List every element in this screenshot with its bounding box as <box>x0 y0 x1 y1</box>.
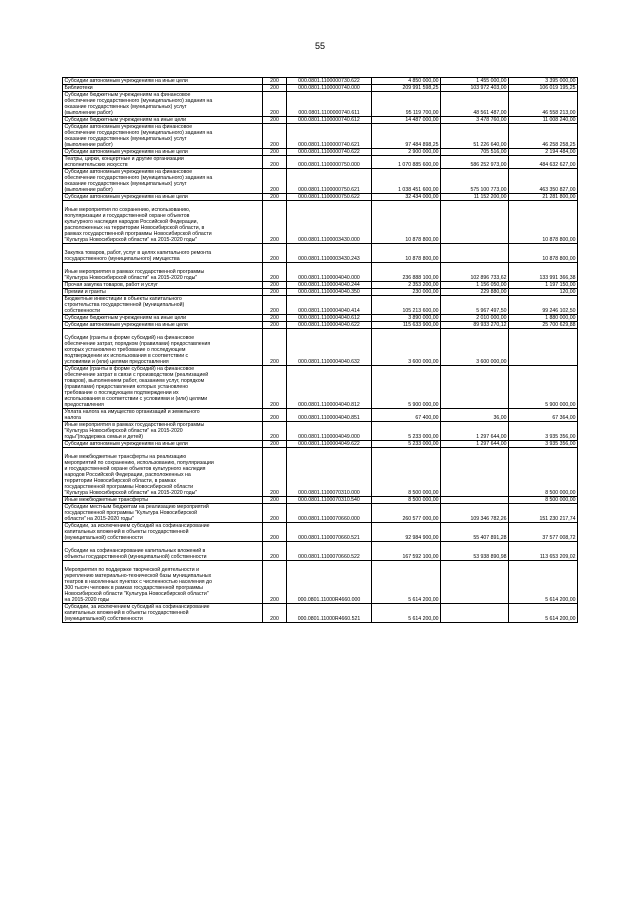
row-name-cell: Субсидии автономным учреждениям на финансовое обеспечение государственного (муниципального) задания на оказание государственных (муниципальных) услуг (выполнение работ) <box>63 124 263 149</box>
row-executed-amount-cell: 103 972 403,00 <box>441 85 509 92</box>
row-executed-amount-cell: 55 407 891,28 <box>441 523 509 542</box>
row-approved-amount-cell: 209 991 598,25 <box>372 85 441 92</box>
row-department-code-cell: 200 <box>263 78 287 85</box>
table-row <box>63 149 578 156</box>
row-remaining-amount-cell: 21 281 800,00 <box>509 194 578 201</box>
row-approved-amount-cell: 67 400,00 <box>372 409 441 422</box>
row-remaining-amount-cell: 10 878 800,00 <box>509 201 578 244</box>
row-remaining-amount-cell: 8 500 000,00 <box>509 497 578 504</box>
row-department-code-cell: 200 <box>263 124 287 149</box>
row-approved-amount-cell: 105 213 600,00 <box>372 296 441 315</box>
row-department-code-cell: 200 <box>263 497 287 504</box>
table-row <box>63 194 578 201</box>
row-classification-code-cell: 000.0801.1100004040.414 <box>287 296 372 315</box>
row-approved-amount-cell: 2 900 000,00 <box>372 149 441 156</box>
row-name-cell: Бюджетные инвестиции в объекты капитального строительства государственной (муниципальной) собственности <box>63 296 263 315</box>
row-name-cell: Субсидии автономным учреждениям на иные цели <box>63 149 263 156</box>
row-classification-code-cell: 000.0801.11000R4660.000 <box>287 561 372 604</box>
row-name-cell: Мероприятия по поддержке творческой деятельности и укреплению материально-технической базы муниципальных театров в населенных пунктах с численностью населения до 300 тысяч человек в рамках государственной программы Новосибирской области "Культура Новосибирской области" на 2015-2020 годы <box>63 561 263 604</box>
table-row <box>63 244 578 263</box>
row-department-code-cell: 200 <box>263 542 287 561</box>
row-department-code-cell: 200 <box>263 604 287 623</box>
row-name-cell: Субсидии местным бюджетам на реализацию мероприятий государственной программы "Культура Новосибирской области" на 2015-2020 годы" <box>63 504 263 523</box>
row-executed-amount-cell <box>441 497 509 504</box>
row-executed-amount-cell <box>441 201 509 244</box>
row-remaining-amount-cell: 3 935 356,00 <box>509 441 578 448</box>
row-department-code-cell: 200 <box>263 289 287 296</box>
row-executed-amount-cell <box>441 561 509 604</box>
row-remaining-amount-cell: 463 350 827,00 <box>509 169 578 194</box>
row-approved-amount-cell: 236 888 100,00 <box>372 263 441 282</box>
row-department-code-cell: 200 <box>263 504 287 523</box>
row-classification-code-cell: 000.0801.1100000740.611 <box>287 92 372 117</box>
row-classification-code-cell: 000.0801.1100000750.622 <box>287 194 372 201</box>
row-classification-code-cell: 000.0801.1100004049.000 <box>287 422 372 441</box>
row-name-cell: Закупка товаров, работ, услуг в целях капитального ремонта государственного (муниципального) имущества <box>63 244 263 263</box>
row-classification-code-cell: 000.0801.1100003430.243 <box>287 244 372 263</box>
page-number: 55 <box>314 41 325 51</box>
row-department-code-cell: 200 <box>263 117 287 124</box>
row-department-code-cell: 200 <box>263 409 287 422</box>
row-executed-amount-cell: 3 478 760,00 <box>441 117 509 124</box>
row-approved-amount-cell: 4 850 000,00 <box>372 78 441 85</box>
row-department-code-cell: 200 <box>263 92 287 117</box>
row-classification-code-cell: 000.0801.1100070660.000 <box>287 504 372 523</box>
table-row <box>63 169 578 194</box>
row-approved-amount-cell: 5 614 200,00 <box>372 604 441 623</box>
row-classification-code-cell: 000.0801.1100004040.622 <box>287 322 372 329</box>
row-remaining-amount-cell: 5 900 000,00 <box>509 366 578 409</box>
row-remaining-amount-cell: 8 500 000,00 <box>509 448 578 497</box>
row-executed-amount-cell: 3 600 000,00 <box>441 329 509 366</box>
row-classification-code-cell: 000.0801.1100070310.540 <box>287 497 372 504</box>
row-name-cell: Субсидии бюджетным учреждениям на иные цели <box>63 315 263 322</box>
row-department-code-cell: 200 <box>263 422 287 441</box>
row-executed-amount-cell: 53 938 890,98 <box>441 542 509 561</box>
row-name-cell: Субсидии автономным учреждениям на иные цели <box>63 322 263 329</box>
row-executed-amount-cell: 1 297 644,00 <box>441 422 509 441</box>
row-classification-code-cell: 000.0801.1100004040.812 <box>287 366 372 409</box>
row-department-code-cell: 200 <box>263 523 287 542</box>
table-row <box>63 366 578 409</box>
table-row <box>63 289 578 296</box>
row-name-cell: Субсидии автономным учреждениям на иные цели <box>63 441 263 448</box>
table-row <box>63 124 578 149</box>
row-classification-code-cell: 000.0801.1100004040.632 <box>287 329 372 366</box>
row-classification-code-cell: 000.0801.1100000740.621 <box>287 124 372 149</box>
row-department-code-cell: 200 <box>263 322 287 329</box>
row-remaining-amount-cell: 3 395 000,00 <box>509 78 578 85</box>
row-classification-code-cell: 000.0801.1100000740.612 <box>287 117 372 124</box>
row-approved-amount-cell: 230 000,00 <box>372 289 441 296</box>
row-remaining-amount-cell: 1 880 000,00 <box>509 315 578 322</box>
row-executed-amount-cell: 48 561 487,00 <box>441 92 509 117</box>
row-approved-amount-cell: 5 233 000,00 <box>372 441 441 448</box>
row-name-cell: Театры, цирки, концертные и другие организации исполнительских искусств <box>63 156 263 169</box>
row-name-cell: Субсидии автономным учреждениям на иные цели <box>63 78 263 85</box>
row-remaining-amount-cell: 106 019 195,25 <box>509 85 578 92</box>
row-name-cell: Библиотеки <box>63 85 263 92</box>
row-executed-amount-cell: 1 156 050,00 <box>441 282 509 289</box>
row-classification-code-cell: 000.0801.1100070660.522 <box>287 542 372 561</box>
row-remaining-amount-cell: 133 991 366,38 <box>509 263 578 282</box>
table-row <box>63 497 578 504</box>
row-department-code-cell: 200 <box>263 149 287 156</box>
row-department-code-cell: 200 <box>263 366 287 409</box>
row-name-cell: Уплата налога на имущество организаций и земельного налога <box>63 409 263 422</box>
row-name-cell: Субсидии автономным учреждениям на финансовое обеспечение государственного (муниципального) задания на оказание государственных (муниципальных) услуг (выполнение работ) <box>63 169 263 194</box>
row-executed-amount-cell: 229 880,00 <box>441 289 509 296</box>
budget-table <box>62 77 578 623</box>
row-remaining-amount-cell: 3 935 356,00 <box>509 422 578 441</box>
row-remaining-amount-cell: 5 614 200,00 <box>509 604 578 623</box>
row-department-code-cell: 200 <box>263 448 287 497</box>
row-name-cell: Иные межбюджетные трансферты <box>63 497 263 504</box>
table-row <box>63 92 578 117</box>
row-department-code-cell: 200 <box>263 201 287 244</box>
row-name-cell: Иные межбюджетные трансферты на реализацию мероприятий по сохранению, использованию, популяризации и государственной охране объектов культурного наследия народов Российской Федерации, расположенных на территории Новосибирской области, в рамках государственной программы Новосибирской области "Культура Новосибирской области" на 2015-2020 годы" <box>63 448 263 497</box>
row-approved-amount-cell: 8 500 000,00 <box>372 448 441 497</box>
row-approved-amount-cell: 8 500 000,00 <box>372 497 441 504</box>
row-remaining-amount-cell: 37 577 008,72 <box>509 523 578 542</box>
table-row <box>63 263 578 282</box>
row-executed-amount-cell <box>441 244 509 263</box>
row-approved-amount-cell: 5 233 000,00 <box>372 422 441 441</box>
row-classification-code-cell: 000.0801.1100004040.612 <box>287 315 372 322</box>
row-classification-code-cell: 000.0801.11000R4660.521 <box>287 604 372 623</box>
table-row <box>63 561 578 604</box>
table-row <box>63 201 578 244</box>
row-approved-amount-cell: 260 577 000,00 <box>372 504 441 523</box>
row-classification-code-cell: 000.0801.1100000750.621 <box>287 169 372 194</box>
row-classification-code-cell: 000.0801.1100003430.000 <box>287 201 372 244</box>
row-classification-code-cell: 000.0801.1100004040.851 <box>287 409 372 422</box>
table-row <box>63 156 578 169</box>
row-department-code-cell: 200 <box>263 244 287 263</box>
row-remaining-amount-cell: 11 008 240,00 <box>509 117 578 124</box>
row-executed-amount-cell: 586 252 973,00 <box>441 156 509 169</box>
row-executed-amount-cell: 51 226 640,00 <box>441 124 509 149</box>
row-approved-amount-cell: 2 353 200,00 <box>372 282 441 289</box>
row-remaining-amount-cell: 113 653 209,02 <box>509 542 578 561</box>
row-approved-amount-cell: 14 487 000,00 <box>372 117 441 124</box>
row-executed-amount-cell: 2 010 000,00 <box>441 315 509 322</box>
row-executed-amount-cell <box>441 604 509 623</box>
row-remaining-amount-cell: 2 194 484,00 <box>509 149 578 156</box>
row-department-code-cell: 200 <box>263 441 287 448</box>
table-row <box>63 422 578 441</box>
row-remaining-amount-cell: 25 700 629,88 <box>509 322 578 329</box>
row-remaining-amount-cell: 46 558 213,00 <box>509 92 578 117</box>
table-row <box>63 315 578 322</box>
row-remaining-amount-cell: 484 632 627,00 <box>509 156 578 169</box>
row-approved-amount-cell: 97 484 898,25 <box>372 124 441 149</box>
row-executed-amount-cell: 5 967 497,50 <box>441 296 509 315</box>
table-row <box>63 85 578 92</box>
row-classification-code-cell: 000.0801.1100004040.000 <box>287 263 372 282</box>
row-executed-amount-cell: 705 516,00 <box>441 149 509 156</box>
row-classification-code-cell: 000.0801.1100070660.521 <box>287 523 372 542</box>
row-approved-amount-cell: 3 600 000,00 <box>372 329 441 366</box>
table-row <box>63 542 578 561</box>
row-approved-amount-cell: 5 900 000,00 <box>372 366 441 409</box>
row-remaining-amount-cell: 67 364,00 <box>509 409 578 422</box>
row-executed-amount-cell: 1 297 644,00 <box>441 441 509 448</box>
row-name-cell: Субсидии бюджетным учреждениям на иные цели <box>63 117 263 124</box>
table-row <box>63 441 578 448</box>
row-department-code-cell: 200 <box>263 315 287 322</box>
table-row <box>63 296 578 315</box>
row-department-code-cell: 200 <box>263 296 287 315</box>
table-row <box>63 523 578 542</box>
row-name-cell: Субсидии (гранты в форме субсидий) на финансовое обеспечение затрат в связи с производством (реализацией товаров), выполнением работ, оказанием услуг, порядком (правилами) предоставления которых установлено требование о последующем подтверждении их использования в соответствии с условиями и (или) целями предоставления <box>63 366 263 409</box>
table-row <box>63 604 578 623</box>
row-name-cell: Премии и гранты <box>63 289 263 296</box>
row-approved-amount-cell: 32 434 000,00 <box>372 194 441 201</box>
row-department-code-cell: 200 <box>263 169 287 194</box>
row-remaining-amount-cell <box>509 329 578 366</box>
row-remaining-amount-cell: 5 614 200,00 <box>509 561 578 604</box>
row-remaining-amount-cell: 120,00 <box>509 289 578 296</box>
row-classification-code-cell: 000.0801.1100000730.622 <box>287 78 372 85</box>
row-approved-amount-cell: 3 890 000,00 <box>372 315 441 322</box>
row-name-cell: Субсидии автономным учреждениям на иные цели <box>63 194 263 201</box>
row-remaining-amount-cell: 10 878 800,00 <box>509 244 578 263</box>
row-name-cell: Прочая закупка товаров, работ и услуг <box>63 282 263 289</box>
row-executed-amount-cell <box>441 448 509 497</box>
row-classification-code-cell: 000.0801.1100000750.000 <box>287 156 372 169</box>
row-remaining-amount-cell: 99 246 102,50 <box>509 296 578 315</box>
row-approved-amount-cell: 5 614 200,00 <box>372 561 441 604</box>
row-classification-code-cell: 000.0801.1100004049.622 <box>287 441 372 448</box>
table-row <box>63 504 578 523</box>
row-approved-amount-cell: 167 592 100,00 <box>372 542 441 561</box>
row-executed-amount-cell: 36,00 <box>441 409 509 422</box>
row-name-cell: Субсидии бюджетным учреждениям на финансовое обеспечение государственного (муниципального) задания на оказание государственных (муниципальных) услуг (выполнение работ) <box>63 92 263 117</box>
row-name-cell: Субсидии, за исключением субсидий на софинансирование капитальных вложений в объекты государственной (муниципальной) собственности <box>63 523 263 542</box>
row-department-code-cell: 200 <box>263 263 287 282</box>
row-remaining-amount-cell: 151 230 217,74 <box>509 504 578 523</box>
table-row <box>63 322 578 329</box>
row-approved-amount-cell: 115 633 900,00 <box>372 322 441 329</box>
row-department-code-cell: 200 <box>263 561 287 604</box>
row-name-cell: Иные мероприятия в рамках государственной программы "Культура Новосибирской области" на 2015-2020 годы" <box>63 263 263 282</box>
row-classification-code-cell: 000.0801.1100000740.000 <box>287 85 372 92</box>
table-row <box>63 282 578 289</box>
table-row <box>63 329 578 366</box>
table-row <box>63 409 578 422</box>
row-name-cell: Иные мероприятия в рамках государственной программы "Культура Новосибирской области" на 2015-2020 годы"(поддержка семьи и детей) <box>63 422 263 441</box>
row-name-cell: Субсидии (гранты в форме субсидий) на финансовое обеспечение затрат, порядком (правилами) предоставления которых установлено требование о последующем подтверждении их использования в соответствии с условиями и (или) целями предоставления <box>63 329 263 366</box>
row-name-cell: Субсидии на софинансирование капитальных вложений в объекты государственной (муниципальной) собственности <box>63 542 263 561</box>
table-row <box>63 78 578 85</box>
row-remaining-amount-cell: 46 258 258,25 <box>509 124 578 149</box>
row-department-code-cell: 200 <box>263 282 287 289</box>
table-row <box>63 448 578 497</box>
row-executed-amount-cell: 1 455 000,00 <box>441 78 509 85</box>
row-approved-amount-cell: 1 070 885 600,00 <box>372 156 441 169</box>
row-name-cell: Иные мероприятия по сохранению, использованию, популяризации и государственной охране объектов культурного наследия народов Российской Федерации, расположенных на территории Новосибирской области, в рамках государственной программы Новосибирской области "Культура Новосибирской области" на 2015-2020 годы" <box>63 201 263 244</box>
row-approved-amount-cell: 10 878 800,00 <box>372 201 441 244</box>
table-row <box>63 117 578 124</box>
row-department-code-cell: 200 <box>263 329 287 366</box>
row-executed-amount-cell <box>441 366 509 409</box>
row-executed-amount-cell: 11 152 200,00 <box>441 194 509 201</box>
row-classification-code-cell: 000.0801.1100004040.350 <box>287 289 372 296</box>
row-executed-amount-cell: 575 100 773,00 <box>441 169 509 194</box>
row-department-code-cell: 200 <box>263 156 287 169</box>
row-department-code-cell: 200 <box>263 194 287 201</box>
row-approved-amount-cell: 95 119 700,00 <box>372 92 441 117</box>
row-approved-amount-cell: 92 984 900,00 <box>372 523 441 542</box>
row-approved-amount-cell: 10 878 800,00 <box>372 244 441 263</box>
row-classification-code-cell: 000.0801.1100004040.244 <box>287 282 372 289</box>
row-name-cell: Субсидии, за исключением субсидий на софинансирование капитальных вложений в объекты государственной (муниципальной) собственности <box>63 604 263 623</box>
row-executed-amount-cell: 89 933 270,12 <box>441 322 509 329</box>
row-department-code-cell: 200 <box>263 85 287 92</box>
row-executed-amount-cell: 109 346 782,26 <box>441 504 509 523</box>
row-remaining-amount-cell: 1 197 150,00 <box>509 282 578 289</box>
row-classification-code-cell: 000.0801.1100070310.000 <box>287 448 372 497</box>
row-executed-amount-cell: 102 896 733,62 <box>441 263 509 282</box>
row-approved-amount-cell: 1 038 451 600,00 <box>372 169 441 194</box>
row-classification-code-cell: 000.0801.1100000740.622 <box>287 149 372 156</box>
